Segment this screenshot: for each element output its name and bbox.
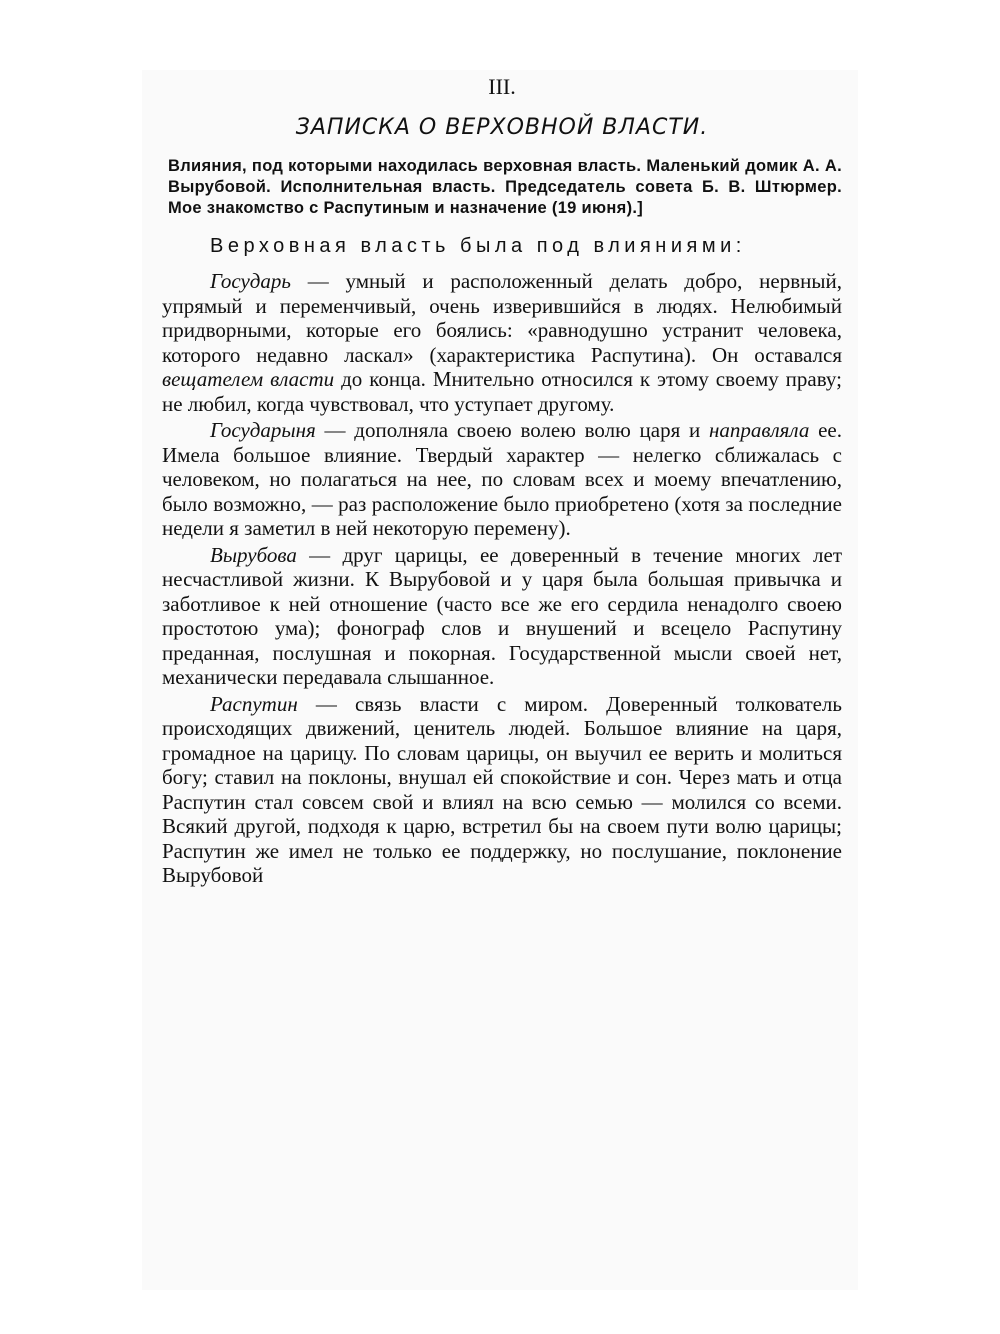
paragraph-text: — связь власти с миром. Доверенный толкователь происходящих движений, ценитель людей. Большое влияние на царя, громадное на царицу. По словам царицы, он выучил ее верить и молиться богу; ставил на поклоны, внушал ей спокойствие и сон. Через мать и отца Распутин стал совсем свой и влиял на всю семью — молился со всеми. Всякий другой, подходя к царю, встретил бы на своем пути волю царицы; Распутин же имел не только ее поддержку, но послушание, поклонение Вырубовой (162, 691, 842, 887)
paragraph-vyrubova (162, 543, 842, 690)
paragraph-text: — друг царицы, ее доверенный в течение многих лет несчастливой жизни. К Вырубовой и у царя была большая привычка и заботливое к ней отношение (часто все же его сердила ненадолго своею простотою ума); фонограф слов и внушений и всецело Распутину преданная, послушная и покорная. Государственной мысли своей нет, механически передавала слышанное. (162, 542, 842, 689)
paragraph-text: — умный и расположенный делать добро, нервный, упрямый и переменчивый, очень изверившийся в людях. Нелюбимый придворными, которые его боялись: «равнодушно устранит человека, которого недавно ласкал» (характеристика Распутина). Он оставался (162, 269, 842, 367)
section-title: ЗАПИСКА О ВЕРХОВНОЙ ВЛАСТИ. (295, 115, 709, 140)
subject-name: Распутин (210, 691, 298, 716)
lead-line: Верховная власть была под влияниями: (210, 235, 746, 257)
paragraph-text: ее. Имела большое влияние. Твердый характер — нелегко сближалась с человеком, но полагаться на нее, по словам всех и моему впечатлению, было возможно, — раз расположение было приобретено (хотя за последние недели я заметил в ней некоторую перемену). (162, 418, 842, 540)
emphasis-text: направляла (708, 418, 810, 442)
document-body (162, 74, 842, 890)
section-summary: Влияния, под которыми находилась верховная власть. Маленький домик А. А. Вырубовой. Исполнительная власть. Председатель совета Б. В. Штюрмер. Мое знакомство с Распутиным и назначение (19 июня).] (168, 157, 842, 217)
paragraph-rasputin (162, 692, 842, 888)
emphasis-text: вещателем власти (162, 367, 335, 391)
paragraph-text: — дополняла своею волею волю царя и (315, 418, 709, 442)
paragraph-gosudarynya (162, 418, 842, 541)
subject-name: Вырубова (210, 542, 297, 567)
paragraph-text: до конца. Мнительно относился к этому своему праву; не любил, когда чувствовал, что уступает другому. (162, 367, 842, 416)
paragraph-gosudar (162, 269, 842, 416)
subject-name: Государыня (210, 418, 316, 442)
subject-name: Государь (210, 269, 291, 293)
section-numeral: III. (488, 74, 516, 99)
